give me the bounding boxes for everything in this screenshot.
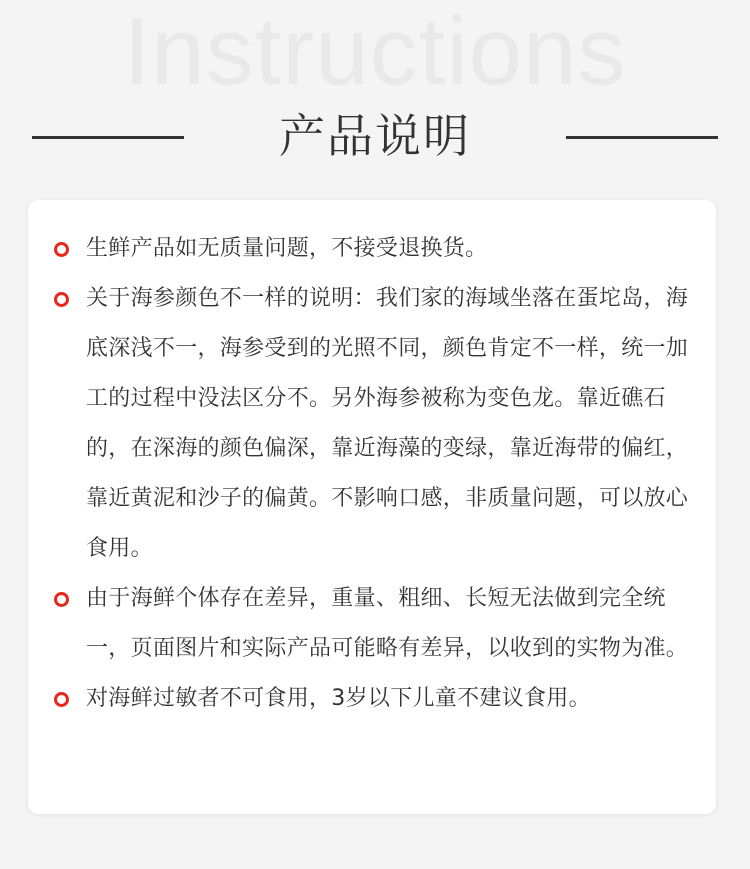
list-item	[28, 224, 716, 274]
circle-bullet-icon	[54, 692, 69, 707]
circle-bullet-icon	[54, 242, 69, 257]
header-watermark: Instructions	[123, 0, 627, 105]
list-item-text: 生鲜产品如无质量问题，不接受退换货。	[86, 236, 488, 261]
list-item	[28, 674, 716, 724]
page-title: 产品说明	[279, 109, 471, 163]
instructions-list	[28, 224, 716, 724]
list-item-text: 关于海参颜色不一样的说明：我们家的海域坐落在蛋坨岛，海底深浅不一，海参受到的光照不同，颜色肯定不一样，统一加工的过程中没法区分不。另外海参被称为变色龙。靠近礁石的，在深海的颜色偏深，靠近海藻的变绿，靠近海带的偏红，靠近黄泥和沙子的偏黄。不影响口感，非质量问题，可以放心食用。	[86, 286, 689, 561]
header	[0, 104, 750, 168]
list-item	[28, 574, 716, 674]
title-rule-right	[566, 136, 718, 139]
list-item-text: 由于海鲜个体存在差异，重量、粗细、长短无法做到完全统一，页面图片和实际产品可能略有差异，以收到的实物为准。	[86, 586, 689, 661]
circle-bullet-icon	[54, 292, 69, 307]
list-item	[28, 274, 716, 574]
list-item-text: 对海鲜过敏者不可食用，3岁以下儿童不建议食用。	[86, 686, 591, 711]
circle-bullet-icon	[54, 592, 69, 607]
instructions-card	[28, 200, 716, 814]
